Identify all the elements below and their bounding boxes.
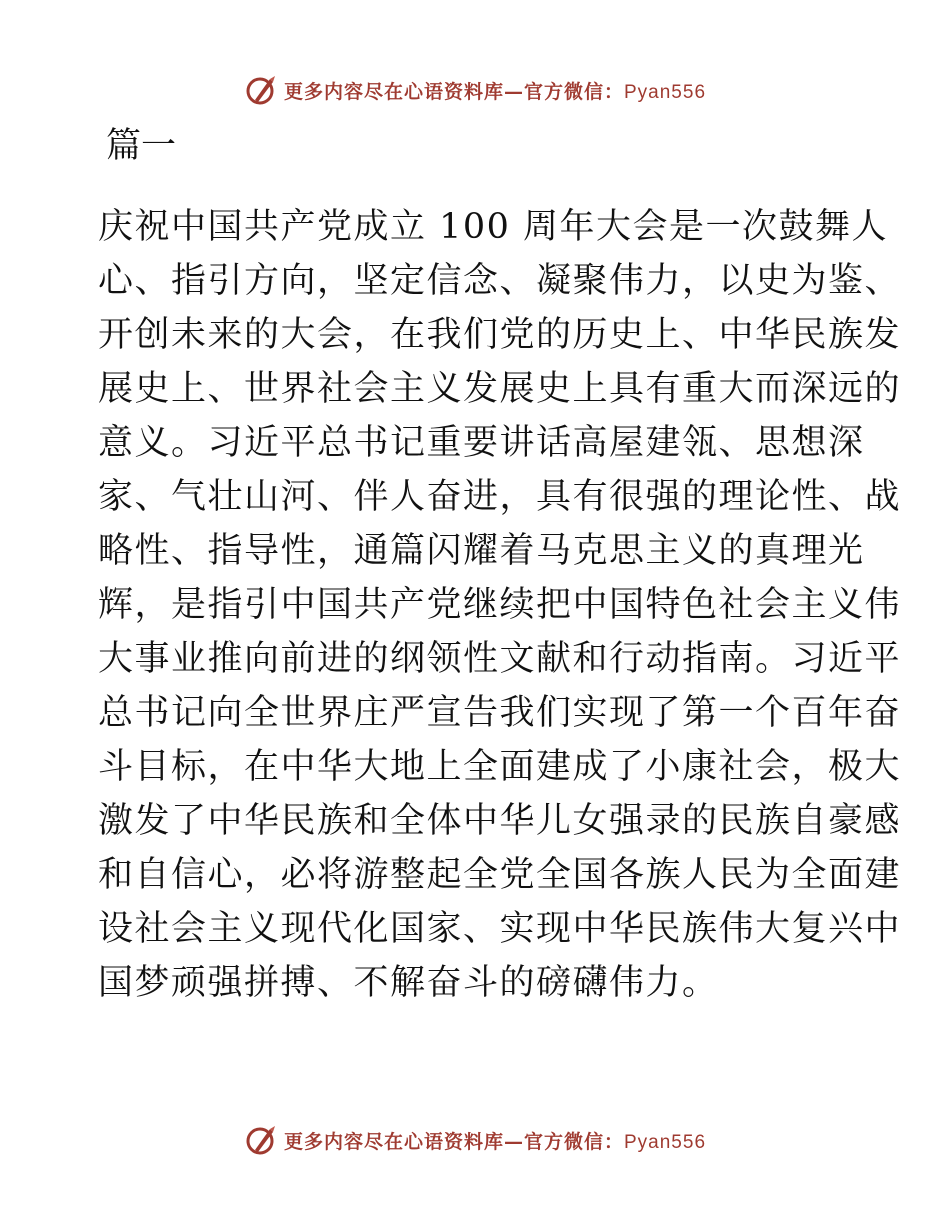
paragraph-line: 意义。习近平总书记重要讲话高屋建瓴、思想深 bbox=[98, 423, 865, 463]
paragraph-line: 心、指引方向，坚定信念、凝聚伟力，以史为鉴、 bbox=[98, 261, 902, 301]
paragraph-line: 设社会主义现代化国家、实现中华民族伟大复兴中 bbox=[98, 909, 902, 949]
header-banner-text-cn: 更多内容尽在心语资料库—官方微信： bbox=[283, 80, 624, 103]
paragraph-line: 辉，是指引中国共产党继续把中国特色社会主义伟 bbox=[98, 585, 902, 625]
paragraph-line: 开创未来的大会，在我们党的历史上、中华民族发 bbox=[98, 315, 902, 355]
paragraph-line: 庆祝中国共产党成立 100 周年大会是一次鼓舞人 bbox=[98, 207, 889, 247]
footer-banner bbox=[0, 1120, 950, 1160]
paragraph-line: 略性、指导性，通篇闪耀着马克思主义的真理光 bbox=[98, 531, 865, 571]
paragraph-line: 国梦顽强拼搏、不解奋斗的磅礴伟力。 bbox=[98, 963, 719, 1003]
paragraph-line: 激发了中华民族和全体中华儿女强录的民族自豪感 bbox=[98, 801, 902, 841]
body-paragraph bbox=[98, 200, 902, 1010]
paragraph-line: 和自信心，必将游整起全党全国各族人民为全面建 bbox=[98, 855, 902, 895]
footer-banner-wechat-id: Pyan556 bbox=[624, 1131, 707, 1153]
paragraph-line: 大事业推向前进的纲领性文献和行动指南。习近平 bbox=[98, 639, 902, 679]
paragraph-line: 斗目标，在中华大地上全面建成了小康社会，极大 bbox=[98, 747, 902, 787]
section-title: 篇一 bbox=[106, 126, 177, 166]
quill-circle-logo-icon bbox=[244, 73, 278, 107]
footer-banner-text-cn: 更多内容尽在心语资料库—官方微信： bbox=[283, 1130, 624, 1153]
footer-banner-text bbox=[284, 1127, 706, 1154]
paragraph-line: 家、气壮山河、伴人奋进，具有很强的理论性、战 bbox=[98, 477, 902, 517]
header-banner-text bbox=[284, 77, 706, 104]
paragraph-line: 展史上、世界社会主义发展史上具有重大而深远的 bbox=[98, 369, 902, 409]
paragraph-line: 总书记向全世界庄严宣告我们实现了第一个百年奋 bbox=[98, 693, 902, 733]
header-banner bbox=[0, 70, 950, 110]
header-banner-wechat-id: Pyan556 bbox=[624, 81, 707, 103]
quill-circle-logo-icon bbox=[244, 1123, 278, 1157]
